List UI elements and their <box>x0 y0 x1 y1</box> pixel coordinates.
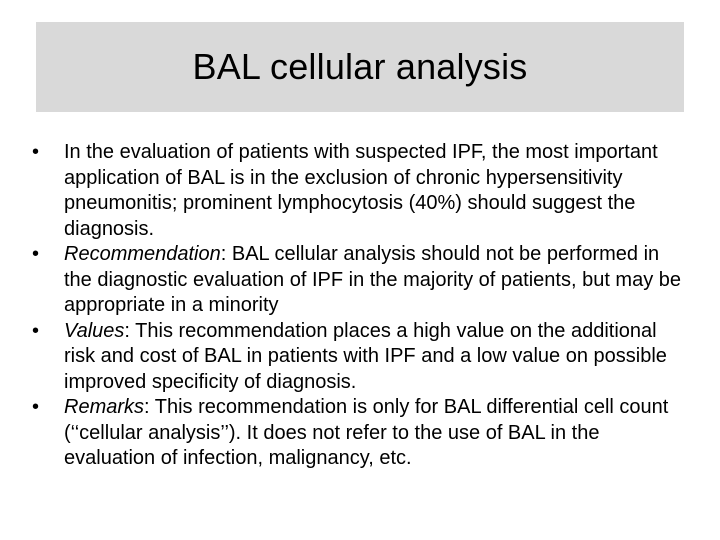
bullet-item-recommendation <box>30 242 690 319</box>
bullet-text: : BAL cellular analysis should not be performed in the diagnostic evaluation of IPF in the majority of patients, but may be appropriate in a minority <box>64 243 682 316</box>
bullet-list <box>30 140 690 472</box>
bullet-icon: • <box>32 319 40 342</box>
bullet-lead: Values <box>64 319 125 342</box>
bullet-icon: • <box>32 396 40 418</box>
bullet-lead: Remarks <box>64 396 145 418</box>
bullet-icon: • <box>32 243 40 265</box>
bullet-text: : This recommendation places a high value on the additional risk and cost of BAL in patients with IPF and a low value on possible improved specificity of diagnosis. <box>64 319 667 393</box>
bullet-icon: • <box>32 141 40 163</box>
slide-title: BAL cellular analysis <box>192 46 528 87</box>
bullet-item-remarks <box>30 395 690 472</box>
bullet-text: In the evaluation of patients with suspected IPF, the most important application of BAL is in the exclusion of chronic hypersensitivity pneumonitis; prominent lymphocytosis (40%) should suggest the diagnosis. <box>64 141 658 240</box>
title-bar <box>36 22 684 112</box>
bullet-lead: Recommendation <box>64 243 221 265</box>
bullet-text: : This recommendation is only for BAL differential cell count (‘‘cellular analysis’’). It does not refer to the use of BAL in the evaluation of infection, malignancy, etc. <box>64 396 669 469</box>
bullet-item-evaluation <box>30 140 690 242</box>
bullet-item-values <box>30 319 690 396</box>
